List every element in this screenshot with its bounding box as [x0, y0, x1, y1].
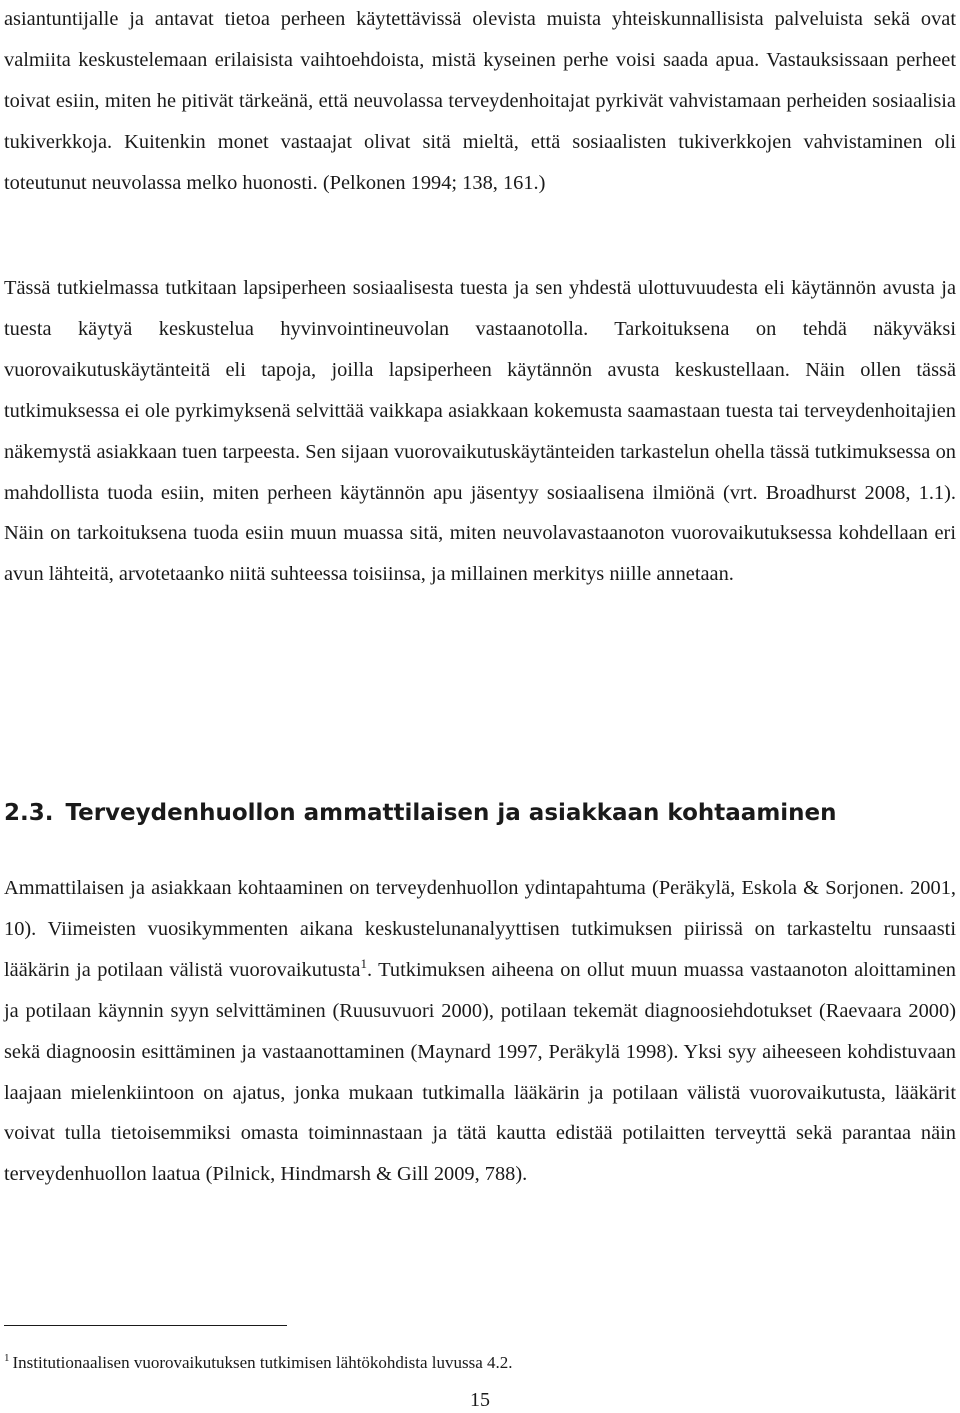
paragraph-family-services: asiantuntijalle ja antavat tietoa perheen käytettävissä olevista muista yhteiskunnallisista palveluista sekä ovat valmiita keskustelemaan erilaisista vaihtoehdoista, mistä kyseinen perhe voisi saada apua. Vastauksissaan perheet toivat esiin, miten he pitivät tärkeänä, että neuvolassa terveydenhoitajat pyrkivät vahvistamaan perheiden sosiaalisia tukiverkkoja. Kuitenkin monet vastaajat olivat sitä mieltä, että sosiaalisten tukiverkkojen vahvistaminen oli toteutunut neuvolassa melko huonosti. (Pelkonen 1994; 138, 161.): [4, 8, 956, 194]
footnote-marker: 1: [4, 1352, 10, 1365]
page-number: 15: [470, 1389, 490, 1411]
footnote-text: Institutionaalisen vuorovaikutuksen tutkimisen lähtökohdista luvussa 4.2.: [12, 1353, 513, 1372]
section-number: 2.3.: [4, 800, 54, 826]
section-title: Terveydenhuollon ammattilaisen ja asiakkaan kohtaaminen: [65, 800, 837, 826]
paragraph-professional-client-encounter: [4, 868, 956, 1195]
paragraph-text-part: . Tutkimuksen aiheena on ollut muun muassa vastaanoton aloittaminen ja potilaan käynnin syyn selvittäminen (Ruusuvuori 2000), potilaan tekemät diagnoosiehdotukset (Raevaara 2000) sekä diagnoosin esittäminen ja vastaanottaminen (Maynard 1997, Peräkylä 1998). Yksi syy aiheeseen kohdistuvaan laajaan mielenkiintoon on ajatus, jonka mukaan tutkimalla lääkärin ja potilaan välistä vuorovaikutusta, lääkärit voivat tulla tietoisemmiksi omasta toiminnastaan ja tätä kautta edistää potilaitten terveyttä sekä parantaa näin terveydenhuollon laatua (Pilnick, Hindmarsh & Gill 2009, 788).: [4, 958, 956, 1186]
paragraph-text-part: Ammattilaisen ja asiakkaan kohtaaminen on terveydenhuollon ydintapahtuma (Peräkylä, Eskola & Sorjonen. 2001, 10). Viimeisten vuosikymmenten aikana keskustelunanalyyttisen tutkimuksen piirissä on tarkasteltu runsaasti lääkärin ja potilaan välistä vuorovaikutusta: [4, 877, 956, 981]
footnote: [4, 1351, 513, 1375]
footnote-separator: [4, 1325, 287, 1326]
section-heading: [4, 793, 837, 833]
footnote-reference: 1: [360, 956, 367, 972]
paragraph-study-aim: Tässä tutkielmassa tutkitaan lapsiperheen sosiaalisesta tuesta ja sen yhdestä ulottuvuudesta eli käytännön avusta ja tuesta käytyä keskustelua hyvinvointineuvolan vastaanotolla. Tarkoituksena on tehdä näkyväksi vuorovaikutuskäytänteitä eli tapoja, joilla lapsiperheen käytännön avusta keskustellaan. Näin ollen tässä tutkimuksessa ei ole pyrkimyksenä selvittää vaikkapa asiakkaan kokemusta saamastaan tuesta tai terveydenhoitajien näkemystä asiakkaan tuen tarpeesta. Sen sijaan vuorovaikutuskäytänteiden tarkastelun ohella tässä tutkimuksessa on mahdollista tuoda esiin, miten perheen käytännön apu jäsentyy sosiaalisena ilmiönä (vrt. Broadhurst 2008, 1.1). Näin on tarkoituksena tuoda esiin muun muassa sitä, miten neuvolavastaanoton vuorovaikutuksessa kohdellaan eri avun lähteitä, arvotetaanko niitä suhteessa toisiinsa, ja millainen merkitys niille annetaan.: [4, 277, 956, 586]
